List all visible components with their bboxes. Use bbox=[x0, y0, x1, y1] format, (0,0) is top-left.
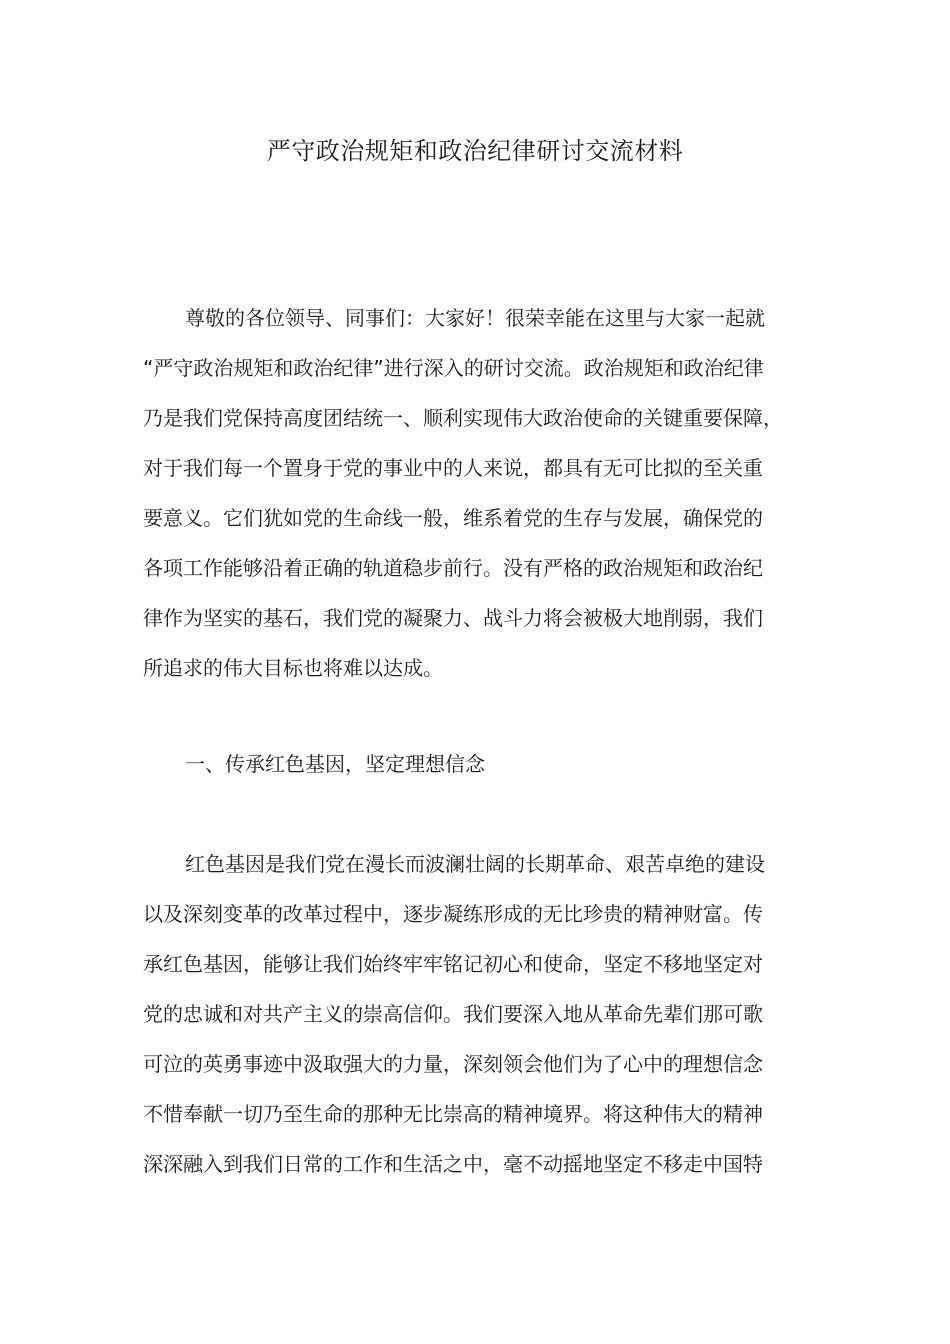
document-title: 严守政治规矩和政治纪律研讨交流材料 bbox=[266, 137, 684, 165]
paragraph-line: 对于我们每一个置身于党的事业中的人来说，都具有无可比拟的至关重 bbox=[143, 456, 763, 480]
paragraph-line: “严守政治规矩和政治纪律”进行深入的研讨交流。政治规矩和政治纪律 bbox=[143, 356, 764, 380]
intro-paragraph bbox=[143, 293, 815, 693]
section1-paragraph bbox=[143, 839, 815, 1189]
paragraph-line: 不惜奉献一切乃至生命的那种无比崇高的精神境界。将这种伟大的精神 bbox=[143, 1102, 763, 1126]
paragraph-line: 承红色基因，能够让我们始终牢牢铭记初心和使命，坚定不移地坚定对 bbox=[143, 952, 763, 976]
paragraph-line: 红色基因是我们党在漫长而波澜壮阔的长期革命、艰苦卓绝的建设 bbox=[185, 852, 765, 876]
section-heading: 一、传承红色基因，坚定理想信念 bbox=[185, 752, 485, 776]
paragraph-line: 各项工作能够沿着正确的轨道稳步前行。没有严格的政治规矩和政治纪 bbox=[143, 556, 763, 580]
paragraph-line: 要意义。它们犹如党的生命线一般，维系着党的生存与发展，确保党的 bbox=[143, 506, 763, 530]
paragraph-line: 党的忠诚和对共产主义的崇高信仰。我们要深入地从革命先辈们那可歌 bbox=[143, 1002, 763, 1026]
paragraph-line: 律作为坚实的基石，我们党的凝聚力、战斗力将会被极大地削弱，我们 bbox=[143, 606, 763, 630]
paragraph-line: 可泣的英勇事迹中汲取强大的力量，深刻领会他们为了心中的理想信念 bbox=[143, 1052, 763, 1076]
paragraph-line: 所追求的伟大目标也将难以达成。 bbox=[143, 656, 443, 680]
paragraph-line: 以及深刻变革的改革过程中，逐步凝练形成的无比珍贵的精神财富。传 bbox=[143, 902, 763, 926]
paragraph-line: 尊敬的各位领导、同事们：大家好！很荣幸能在这里与大家一起就 bbox=[185, 306, 765, 330]
paragraph-line: 深深融入到我们日常的工作和生活之中，毫不动摇地坚定不移走中国特 bbox=[143, 1152, 763, 1176]
paragraph-line: 乃是我们党保持高度团结统一、顺利实现伟大政治使命的关键重要保障， bbox=[143, 406, 783, 430]
